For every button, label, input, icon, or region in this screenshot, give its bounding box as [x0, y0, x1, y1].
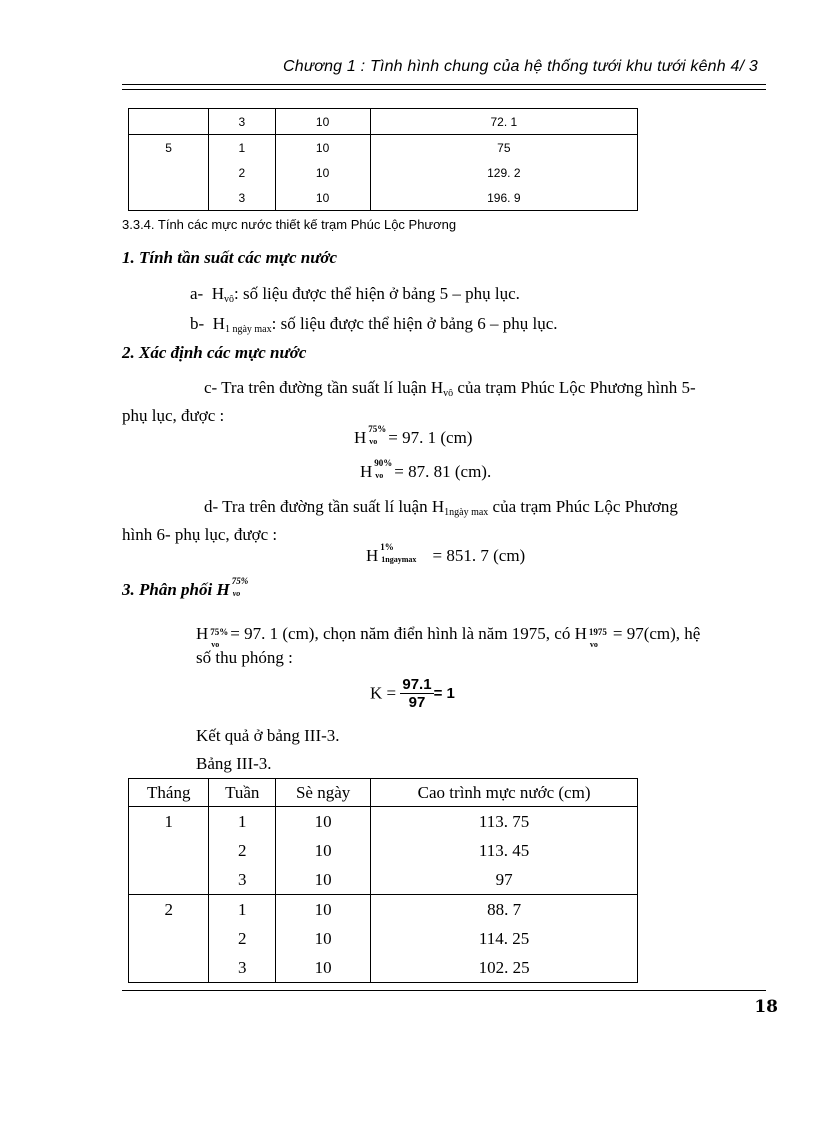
table-row — [129, 865, 638, 895]
cell-tuan: 1 — [209, 807, 276, 837]
cell-cao-trinh: 102. 25 — [371, 953, 638, 983]
cell-tuan: 3 — [209, 953, 276, 983]
header-thang: Tháng — [129, 779, 209, 807]
cell-thang: 2 — [129, 895, 209, 925]
cell-cao-trinh: 113. 75 — [371, 807, 638, 837]
page-header: Chương 1 : Tình hình chung của hệ thống tưới khu tưới kênh 4/ 3 — [283, 58, 758, 75]
cell-thang: 5 — [129, 135, 209, 161]
table-row — [129, 836, 638, 865]
cell-so-ngay: 10 — [276, 807, 371, 837]
item-a: a- $H_{vô}$: số liệu được thể hiện ở bảng 5 – phụ lục. — [190, 284, 520, 305]
cell-thang — [129, 185, 209, 211]
cell-cao-trinh: 72. 1 — [370, 109, 637, 135]
cell-thang: 1 — [129, 807, 209, 837]
cell-tuan: 1 — [209, 135, 275, 161]
table-caption: Bảng III-3. — [196, 754, 272, 773]
cell-thang — [129, 953, 209, 983]
equation-h1: H 1% 1ngaymax = 851. 7 (cm) — [366, 542, 526, 565]
header-tuan: Tuần — [209, 779, 276, 807]
table-row — [129, 135, 638, 161]
cell-so-ngay: 10 — [275, 109, 370, 135]
heading-3: 3. Phân phối H 75% vo — [122, 576, 249, 599]
table-row — [129, 807, 638, 837]
heading-2: 2. Xác định các mực nước — [122, 343, 307, 362]
header-cao-trinh: Cao trình mực nước (cm) — [371, 779, 638, 807]
cell-cao-trinh: 75 — [370, 135, 637, 161]
cell-tuan: 1 — [209, 895, 276, 925]
table-row — [129, 109, 638, 135]
cell-thang — [129, 865, 209, 895]
cell-so-ngay: 10 — [276, 953, 371, 983]
cell-tuan: 2 — [209, 924, 276, 953]
cell-thang — [129, 924, 209, 953]
cell-cao-trinh: 129. 2 — [370, 160, 637, 185]
table-row — [129, 953, 638, 983]
cell-tuan: 2 — [209, 160, 275, 185]
table-header-row — [129, 779, 638, 807]
formula-k: K = $\frac{97.1}{97}$ = 1 — [370, 676, 455, 711]
cell-thang — [129, 160, 209, 185]
section-title: 3.3.4. Tính các mực nước thiết kế trạm Phúc Lộc Phương — [122, 217, 457, 232]
cell-cao-trinh: 114. 25 — [371, 924, 638, 953]
cell-thang — [129, 109, 209, 135]
cell-tuan: 2 — [209, 836, 276, 865]
heading-1: 1. Tính tần suất các mực nước — [122, 248, 338, 267]
cell-so-ngay: 10 — [275, 135, 370, 161]
cell-cao-trinh: 97 — [371, 865, 638, 895]
footer-rule — [122, 990, 766, 991]
cell-so-ngay: 10 — [276, 895, 371, 925]
item-b: b- $H_{1 ngày max}$: số liệu được thể hiện ở bảng 6 – phụ lục. — [190, 314, 558, 335]
cell-tuan: 3 — [209, 185, 275, 211]
cell-cao-trinh: 113. 45 — [371, 836, 638, 865]
cell-cao-trinh: 88. 7 — [371, 895, 638, 925]
table-iii-3 — [128, 778, 638, 983]
table-row — [129, 160, 638, 185]
paragraph-distribution: H 75% vo = 97. 1 (cm), chọn năm điển hình là năm 1975, có H 1975 vo = 97(cm), hệ số thu phóng : — [196, 624, 701, 667]
table-row — [129, 185, 638, 211]
cell-so-ngay: 10 — [276, 865, 371, 895]
result-text: Kết quả ở bảng III-3. — [196, 726, 340, 745]
table-row — [129, 924, 638, 953]
cell-so-ngay: 10 — [276, 924, 371, 953]
table-row — [129, 895, 638, 925]
cell-so-ngay: 10 — [275, 160, 370, 185]
page-number: 18 — [754, 997, 778, 1017]
cell-tuan: 3 — [209, 865, 276, 895]
header-rule — [122, 84, 766, 90]
item-d: d- Tra trên đường tần suất lí luận $H_{1ngày max}$ của trạm Phúc Lộc Phương hình 6- phụ lục, được : — [122, 497, 678, 544]
cell-tuan: 3 — [209, 109, 275, 135]
cell-so-ngay: 10 — [275, 185, 370, 211]
cell-cao-trinh: 196. 9 — [370, 185, 637, 211]
table-continuation — [128, 108, 638, 211]
equation-h90: H 90% vo = 87. 81 (cm). — [360, 458, 492, 481]
item-c: c- Tra trên đường tần suất lí luận $H_{vô}$ của trạm Phúc Lộc Phương hình 5- phụ lục, được : — [122, 378, 696, 425]
header-so-ngay: Sè ngày — [276, 779, 371, 807]
cell-thang — [129, 836, 209, 865]
cell-so-ngay: 10 — [276, 836, 371, 865]
equation-h75: H 75% vo = 97. 1 (cm) — [354, 424, 473, 447]
